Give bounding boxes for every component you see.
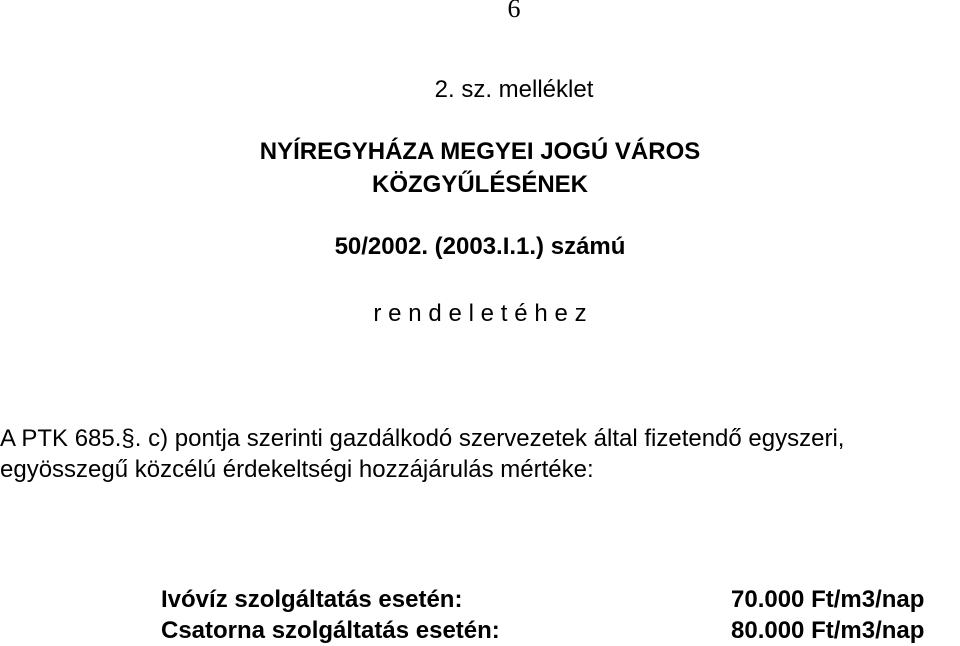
fee-value-water: 70.000 Ft/m3/nap — [731, 586, 925, 613]
intro-line-2: egyösszegű közcélú érdekeltségi hozzájárulás mértéke: — [0, 456, 594, 483]
intro-line-1: A PTK 685.§. c) pontja szerinti gazdálkodó szervezetek által fizetendő egyszeri, — [0, 425, 845, 452]
fee-value-sewer: 80.000 Ft/m3/nap — [731, 617, 925, 644]
annex-label: 2. sz. melléklet — [434, 76, 594, 103]
fee-label-water: Ivóvíz szolgáltatás esetén: — [161, 586, 463, 613]
document-title-line-2: KÖZGYŰLÉSÉNEK — [371, 171, 589, 198]
document-title-line-1: NYÍREGYHÁZA MEGYEI JOGÚ VÁROS — [259, 138, 701, 165]
fee-row-sewer — [161, 615, 951, 646]
page-number: 6 — [507, 0, 521, 23]
decree-number: 50/2002. (2003.I.1.) számú — [334, 233, 626, 260]
spaced-heading: r e n d e l e t é h e z — [373, 300, 587, 327]
fee-table — [161, 584, 951, 646]
fee-row-water — [161, 584, 951, 615]
fee-label-sewer: Csatorna szolgáltatás esetén: — [161, 617, 500, 644]
intro-paragraph — [0, 423, 960, 485]
